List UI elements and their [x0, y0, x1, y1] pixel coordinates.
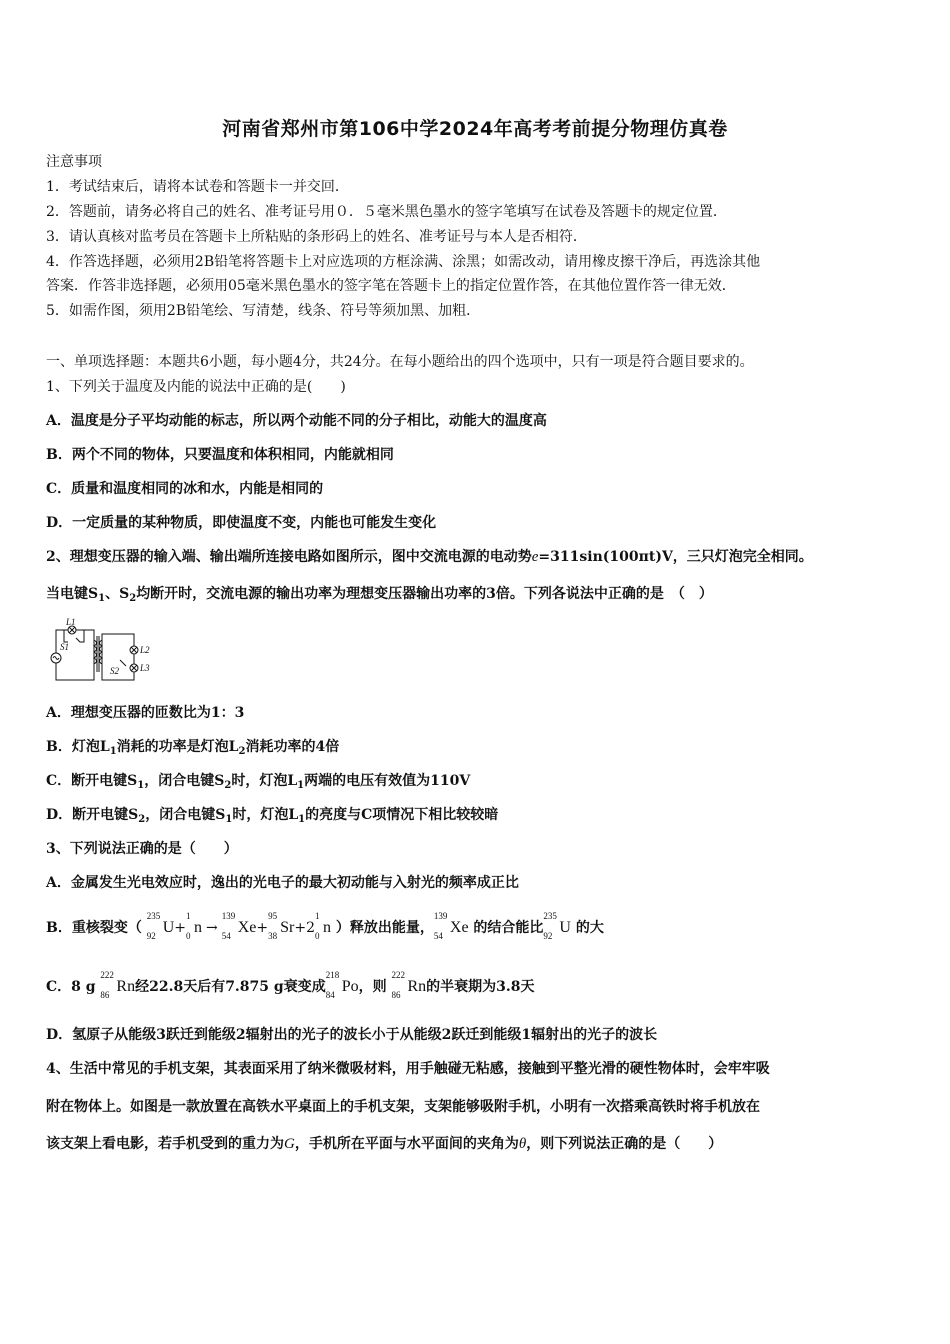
q1-stem: 1、下列关于温度及内能的说法中正确的是( )	[46, 379, 346, 395]
q2-c-part: 两端的电压有效值为110V	[304, 773, 471, 789]
q3-option-d: D．氢原子从能级3跃迁到能级2辐射出的光子的波长小于从能级2跃迁到能级1辐射出的光子的波长	[46, 1027, 658, 1043]
nuclide-po218	[325, 970, 359, 1000]
notice-heading: 注意事项	[46, 154, 102, 170]
notice-item-1: 1．考试结束后，请将本试卷和答题卡一并交回．	[46, 179, 349, 195]
nuclide-xe139	[433, 911, 469, 941]
primary-loop-wire	[56, 630, 94, 680]
element-symbol: n	[323, 919, 332, 936]
q2-option-c	[46, 771, 470, 796]
notice-item-2: 2．答题前，请务必将自己的姓名、准考证号用０．５毫米黑色墨水的签字笔填写在试卷及答题卡的规定位置．	[46, 204, 727, 220]
subscript: 2	[224, 780, 232, 791]
plus-sign: +2	[294, 920, 316, 936]
mass-number: 95	[268, 911, 278, 921]
q2-b-part: 消耗功率的4倍	[245, 739, 340, 755]
element-symbol: n	[194, 919, 203, 936]
q4-line3-part: ，手机所在平面与水平面间的夹角为	[294, 1136, 519, 1152]
atomic-number: 54	[433, 931, 443, 941]
q3-option-b	[46, 911, 604, 941]
nuclide-rn222	[391, 970, 427, 1000]
mass-number: 222	[100, 970, 114, 980]
q2-stem1-post: =311sin(100πt)V，三只灯泡完全相同。	[538, 549, 813, 565]
q3-c-pre: C．8 g	[46, 979, 96, 995]
q2-d-part: 的亮度与C项情况下相比较较暗	[305, 807, 499, 823]
nuclide-u235	[146, 911, 175, 941]
q2-c-part: ，闭合电键S	[144, 773, 225, 789]
element-symbol: Po	[341, 978, 359, 995]
nuclide-sr95	[268, 911, 295, 941]
emf-symbol: e	[531, 549, 539, 565]
mass-number: 139	[433, 911, 448, 921]
q2-d-part: ，闭合电键S	[145, 807, 226, 823]
subscript: 1	[297, 780, 305, 791]
nuclide-xe139	[221, 911, 257, 941]
subscript: 2	[138, 814, 146, 825]
element-symbol: Xe	[237, 919, 257, 936]
page-title: 河南省郑州市第106中学2024年高考考前提分物理仿真卷	[222, 118, 728, 140]
plus-sign: +	[256, 920, 269, 936]
q2-c-part: C．断开电键S	[46, 773, 138, 789]
subscript: 1	[137, 780, 145, 791]
label-l2: L2	[140, 645, 150, 655]
label-s2: S2	[110, 666, 119, 676]
q1-option-b: B．两个不同的物体，只要温度和体积相同，内能就相同	[46, 447, 394, 463]
q3-stem: 3、下列说法正确的是（ ）	[46, 841, 238, 857]
q2-stem2-part: 、S	[105, 586, 130, 602]
q2-stem1-pre: 2、理想变压器的输入端、输出端所连接电路如图所示，图中交流电源的电动势	[46, 549, 532, 565]
label-l3: L3	[140, 663, 150, 673]
q3-b-end: 的大	[575, 920, 604, 936]
angle-symbol: θ	[518, 1136, 527, 1152]
q4-stem-line3	[46, 1134, 722, 1154]
q3-b-mid: ）释放出能量，	[335, 920, 434, 936]
q4-stem-line1: 4、生活中常见的手机支架，其表面采用了纳米微吸材料，用手触碰无粘感，接触到平整光滑的硬性物体时，会牢牢吸	[46, 1061, 770, 1077]
atomic-number: 0	[186, 931, 191, 941]
q2-b-part: 消耗的功率是灯泡L	[116, 739, 239, 755]
q3-c-end: 的半衰期为3.8天	[426, 979, 535, 995]
subscript: 2	[129, 593, 137, 604]
q1-option-d: D．一定质量的某种物质，即使温度不变，内能也可能发生变化	[46, 515, 437, 531]
mass-number: 235	[543, 911, 557, 921]
atomic-number: 92	[146, 931, 156, 941]
mass-number: 139	[221, 911, 236, 921]
q3-b-mid2: 的结合能比	[473, 920, 544, 936]
q2-b-part: B．灯泡L	[46, 739, 110, 755]
mass-number: 1	[186, 911, 191, 921]
q2-c-part: 时，灯泡L	[231, 773, 298, 789]
atomic-number: 86	[100, 990, 110, 1000]
reaction-arrow-icon: →	[206, 920, 218, 936]
mass-number: 222	[391, 970, 405, 980]
atomic-number: 86	[391, 990, 401, 1000]
mass-number: 1	[315, 911, 320, 921]
nuclide-neutron	[186, 911, 203, 941]
q2-stem-line1	[46, 547, 813, 567]
element-symbol: U	[559, 919, 571, 936]
notice-item-4-cont: 答案．作答非选择题，必须用05毫米黑色墨水的签字笔在答题卡上的指定位置作答，在其他位置作答一律无效．	[46, 278, 736, 294]
mass-number: 235	[146, 911, 161, 921]
q3-option-a: A．金属发生光电效应时，逸出的光电子的最大初动能与入射光的频率成正比	[46, 875, 519, 891]
q3-option-c	[46, 970, 535, 1000]
notice-item-3: 3．请认真核对监考员在答题卡上所粘贴的条形码上的姓名、准考证号与本人是否相符．	[46, 229, 587, 245]
q3-b-pre: B．重核裂变（	[46, 920, 142, 936]
atomic-number: 54	[221, 931, 231, 941]
q3-c-mid2: ，则	[358, 979, 387, 995]
q2-option-d	[46, 805, 498, 830]
element-symbol: Sr	[280, 919, 295, 936]
q2-d-part: 时，灯泡L	[232, 807, 299, 823]
q4-line3-part: ，则下列说法正确的是（ ）	[526, 1136, 723, 1152]
q2-option-a: A．理想变压器的匝数比为1：3	[46, 705, 245, 721]
q2-stem2-part: 当电键S	[46, 586, 99, 602]
section-heading: 一、单项选择题：本题共6小题，每小题4分，共24分。在每小题给出的四个选项中，只有一项是符合题目要求的。	[46, 354, 754, 370]
atomic-number: 0	[315, 931, 320, 941]
element-symbol: U	[162, 919, 175, 936]
subscript: 1	[298, 814, 306, 825]
nuclide-u235	[543, 911, 571, 941]
subscript: 1	[225, 814, 233, 825]
subscript: 1	[98, 593, 106, 604]
element-symbol: Rn	[116, 978, 136, 995]
q2-option-b	[46, 737, 339, 762]
nuclide-rn222	[100, 970, 136, 1000]
q1-option-c: C．质量和温度相同的冰和水，内能是相同的	[46, 481, 324, 497]
q4-stem-line2: 附在物体上。如图是一款放置在高铁水平桌面上的手机支架，支架能够吸附手机，小明有一次搭乘高铁时将手机放在	[46, 1099, 760, 1115]
atomic-number: 38	[268, 931, 278, 941]
subscript: 2	[238, 746, 246, 757]
q2-d-part: D．断开电键S	[46, 807, 139, 823]
switch-s2-icon	[120, 660, 126, 666]
q2-stem-line2	[46, 584, 713, 609]
gravity-symbol: G	[284, 1136, 295, 1152]
label-s1: S1	[60, 642, 69, 652]
notice-item-4: 4．作答选择题，必须用2B铅笔将答题卡上对应选项的方框涂满、涂黑；如需改动，请用橡皮擦干净后，再选涂其他	[46, 254, 761, 270]
label-l1: L1	[66, 618, 76, 627]
atomic-number: 92	[543, 931, 553, 941]
mass-number: 218	[325, 970, 340, 980]
transformer-circuit-diagram	[46, 618, 166, 690]
q1-option-a: A．温度是分子平均动能的标志，所以两个动能不同的分子相比，动能大的温度高	[46, 413, 547, 429]
atomic-number: 84	[325, 990, 335, 1000]
q2-stem2-part: 均断开时，交流电源的输出功率为理想变压器输出功率的3倍。下列各说法中正确的是 （ ）	[136, 586, 713, 602]
plus-sign: +	[174, 920, 187, 936]
q3-c-mid: 经22.8天后有7.875 g衰变成	[135, 979, 326, 995]
q4-line3-part: 该支架上看电影，若手机受到的重力为	[46, 1136, 284, 1152]
notice-item-5: 5．如需作图，须用2B铅笔绘、写清楚，线条、符号等须加黑、加粗．	[46, 303, 481, 319]
nuclide-neutron	[315, 911, 332, 941]
subscript: 1	[109, 746, 117, 757]
element-symbol: Rn	[407, 978, 427, 995]
element-symbol: Xe	[449, 919, 469, 936]
